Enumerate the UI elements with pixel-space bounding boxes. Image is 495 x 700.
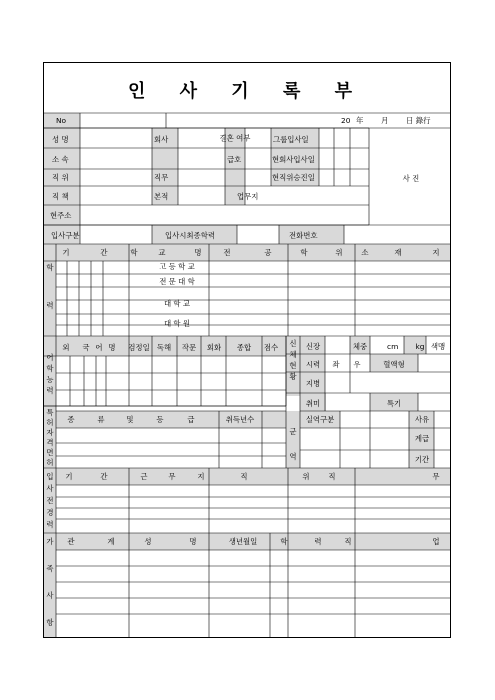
label-join-type: 입사구분 xyxy=(51,231,80,240)
label-right: 우 xyxy=(353,360,361,369)
label-height: 신장 xyxy=(305,342,321,351)
label-mil-period: 기간 xyxy=(414,455,430,464)
label-blood: 혈액형 xyxy=(383,360,405,369)
career-header: 위 xyxy=(302,472,310,481)
language-section-char: 어 xyxy=(46,353,54,362)
label-origin: 본적 xyxy=(154,192,169,201)
career-header: 직 xyxy=(328,472,336,481)
date-year: 年 xyxy=(356,116,364,125)
language-header: 종합 xyxy=(236,343,252,352)
license-section-char: 격 xyxy=(46,438,54,447)
label-cm: cm xyxy=(387,342,399,351)
military-section-char: 군 xyxy=(289,427,297,436)
date-prefix: 20 xyxy=(341,116,351,125)
date-day: 日 錄行 xyxy=(406,116,431,125)
label-dept: 소 속 xyxy=(52,155,69,164)
education-header: 학 xyxy=(300,248,308,257)
family-header: 계 xyxy=(107,537,115,546)
career-header: 무 xyxy=(168,472,176,481)
label-company: 회사 xyxy=(154,135,169,144)
education-school: 전 문 대 학 xyxy=(159,277,195,286)
body-section-char: 신 xyxy=(289,339,297,348)
education-school: 대 학 교 xyxy=(163,299,191,308)
license-section-char: 자 xyxy=(46,428,54,437)
language-header: 검정일 xyxy=(128,343,150,352)
education-header: 교 xyxy=(158,248,166,257)
education-header: 소 xyxy=(361,248,369,257)
label-group-join: 그룹입사일 xyxy=(273,135,309,144)
label-married: 결혼 여부 xyxy=(219,133,251,143)
family-header: 명 xyxy=(189,537,197,546)
education-header: 전 xyxy=(223,248,231,257)
education-header: 학 xyxy=(130,248,138,257)
language-header: 어 xyxy=(95,343,103,352)
family-header: 생년월일 xyxy=(228,537,258,546)
label-company-join: 현회사입사일 xyxy=(272,155,315,164)
family-header: 업 xyxy=(432,537,440,546)
photo-placeholder: 사 진 xyxy=(402,174,420,183)
license-header: 류 xyxy=(97,415,105,424)
license-header: 및 xyxy=(126,415,134,424)
language-header: 국 xyxy=(82,343,90,352)
license-header: 등 xyxy=(156,415,164,424)
family-section-char: 사 xyxy=(46,591,54,600)
license-section-char: 허 xyxy=(46,418,54,427)
body-section-char: 현 xyxy=(289,361,297,370)
license-header: 취득년수 xyxy=(225,415,255,424)
label-weight: 체중 xyxy=(352,342,368,351)
label-kg: kg xyxy=(415,342,425,351)
language-header: 회화 xyxy=(206,343,222,352)
family-section-char: 가 xyxy=(46,537,54,546)
label-grade: 급호 xyxy=(227,155,242,164)
career-header: 기 xyxy=(65,472,73,481)
family-section-char: 족 xyxy=(46,564,54,573)
career-header: 지 xyxy=(197,472,205,481)
label-special: 특기 xyxy=(386,399,402,408)
label-disease: 지병 xyxy=(305,379,321,388)
label-final-edu: 입사시최종학력 xyxy=(165,231,215,240)
license-section-char: 특 xyxy=(46,408,54,417)
date-month: 月 xyxy=(381,116,389,125)
license-section-char: 면 xyxy=(46,448,54,457)
personnel-record-form xyxy=(43,62,451,638)
label-name: 성 명 xyxy=(52,135,69,144)
language-section-char: 능 xyxy=(46,375,54,384)
education-header: 명 xyxy=(194,248,202,257)
education-header: 공 xyxy=(264,248,272,257)
label-mil-reason: 사유 xyxy=(414,415,430,424)
license-section-char: 허 xyxy=(46,458,54,467)
label-mil-rank: 계급 xyxy=(414,434,430,443)
body-section-char: 체 xyxy=(289,350,297,359)
education-section-char: 학 xyxy=(46,263,54,272)
education-school: 대 학 원 xyxy=(163,319,191,328)
family-header: 성 xyxy=(144,537,152,546)
military-section-char: 역 xyxy=(289,452,297,461)
label-rank: 직 책 xyxy=(52,192,69,201)
education-header: 지 xyxy=(432,248,440,257)
page-title: 인 사 기 록 부 xyxy=(127,81,366,102)
education-school: 고 등 학 교 xyxy=(159,262,195,271)
language-header: 외 xyxy=(62,343,70,352)
label-mil-type: 실역구분 xyxy=(305,415,335,424)
label-phone: 전화번호 xyxy=(289,231,318,240)
label-position: 직 위 xyxy=(52,173,69,182)
education-header: 기 xyxy=(62,248,70,257)
language-section-char: 학 xyxy=(46,364,54,373)
license-header: 종 xyxy=(67,415,75,424)
career-section-char: 경 xyxy=(46,508,54,517)
label-colorblind: 색맹 xyxy=(430,342,446,351)
career-header: 근 xyxy=(140,472,148,481)
language-section-char: 력 xyxy=(46,386,54,395)
career-section-char: 전 xyxy=(46,496,54,505)
career-header: 직 xyxy=(240,472,248,481)
family-header: 관 xyxy=(67,537,75,546)
education-header: 위 xyxy=(335,248,343,257)
language-header: 작문 xyxy=(181,343,197,352)
family-header: 직 xyxy=(344,537,352,546)
education-header: 재 xyxy=(394,248,402,257)
family-header: 력 xyxy=(314,537,322,546)
family-section-char: 항 xyxy=(46,618,54,627)
label-current-promo: 현직위승진일 xyxy=(272,173,315,182)
career-section-char: 사 xyxy=(46,484,54,493)
career-header: 간 xyxy=(100,472,108,481)
education-section-char: 력 xyxy=(46,301,54,310)
no-label: No xyxy=(56,116,67,125)
family-header: 학 xyxy=(280,537,288,546)
career-section-char: 력 xyxy=(46,520,54,529)
label-address: 현주소 xyxy=(50,211,72,220)
body-section-char: 황 xyxy=(289,372,297,381)
career-header: 무 xyxy=(432,472,440,481)
language-header: 독해 xyxy=(156,343,172,352)
label-eyesight: 시력 xyxy=(305,360,321,369)
label-hobby: 취미 xyxy=(305,399,321,408)
language-header: 점수 xyxy=(263,343,279,352)
label-work: 업무지 xyxy=(237,192,259,201)
license-header: 급 xyxy=(187,415,195,424)
label-duty: 직무 xyxy=(154,173,169,182)
education-header: 간 xyxy=(100,248,108,257)
language-header: 명 xyxy=(108,343,116,352)
label-left: 좌 xyxy=(332,360,340,369)
career-section-char: 입 xyxy=(46,472,54,481)
